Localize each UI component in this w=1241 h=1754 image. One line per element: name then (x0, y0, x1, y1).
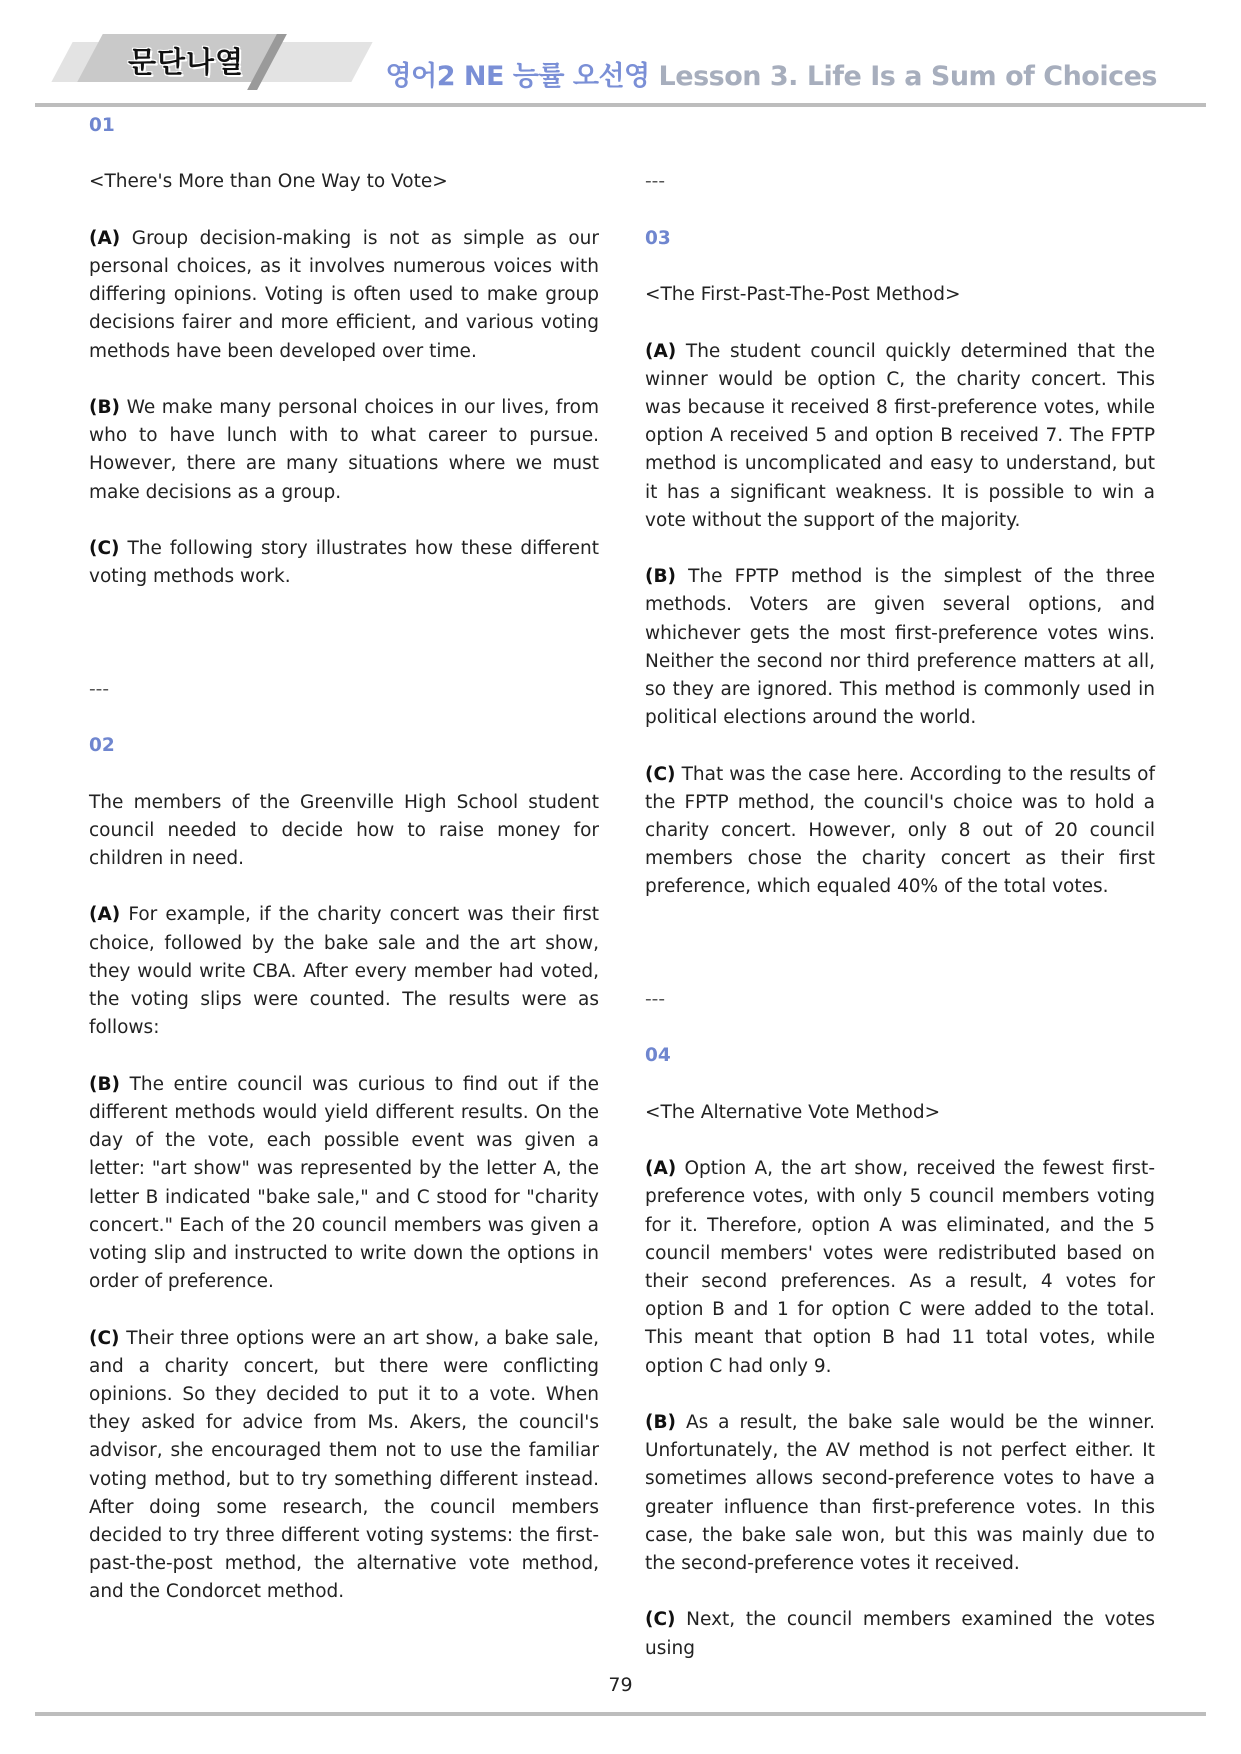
paragraph-label: (A) (645, 1158, 677, 1180)
page-header (0, 0, 1241, 110)
right-column (645, 112, 1155, 1663)
paragraph: (B) The FPTP method is the simplest of the three methods. Voters are given several options, and whichever gets the most first-preference votes wins. Neither the second nor third preference matters at all, so they are ignored. This method is commonly used in political elections around the world. (645, 566, 1155, 729)
paragraph: (A) Option A, the art show, received the fewest first-preference votes, with only 5 council members voting for it. Therefore, option A was eliminated, and the 5 council members' votes were redistributed based on their second preferences. As a result, 4 votes for option B and 1 for option C were added to the total. This meant that option B had 11 total votes, while option C had only 9. (645, 1158, 1155, 1377)
paragraph: (A) For example, if the charity concert was their first choice, followed by the bake sale and the art show, they would write CBA. After every member had voted, the voting slips were counted. The results were as follows: (89, 904, 599, 1039)
paragraph-label: (A) (645, 340, 677, 362)
paragraph-label: (C) (645, 1609, 676, 1631)
left-column (89, 112, 599, 1607)
paragraph: (C) Their three options were an art show, a bake sale, and a charity concert, but there were conflicting opinions. So they decided to put it to a vote. When they asked for advice from Ms. Akers, the council's advisor, she encouraged them not to use the familiar voting method, but to try something different instead. After doing some research, the council members decided to try three different voting systems: the first-past-the-post method, the alternative vote method, and the Condorcet method. (89, 1327, 599, 1603)
paragraph: (A) Group decision-making is not as simple as our personal choices, as it involves numerous voices with differing opinions. Voting is often used to make group decisions fairer and more efficient, and various voting methods have been developed over time. (89, 227, 599, 362)
paragraph: (C) The following story illustrates how these different voting methods work. (89, 537, 599, 588)
paragraph-label: (C) (645, 763, 676, 785)
paragraph: (B) As a result, the bake sale would be the winner. Unfortunately, the AV method is not perfect either. It sometimes allows second-preference votes to have a greater influence than first-preference votes. In this case, the bake sale won, but this was mainly due to the second-preference votes it received. (645, 1412, 1155, 1575)
paragraph: (B) The entire council was curious to find out if the different methods would yield different results. On the day of the vote, each possible event was given a letter: "art show" was represented by the letter A, the letter B indicated "bake sale," and C stood for "charity concert." Each of the 20 council members was given a voting slip and instructed to write down the options in order of preference. (89, 1073, 599, 1293)
header-title (386, 54, 1157, 93)
question-number: 02 (89, 735, 115, 757)
paragraph-label: (B) (89, 396, 121, 418)
question-number: 01 (89, 115, 115, 136)
question-number: 04 (645, 1045, 671, 1067)
paragraph: (C) Next, the council members examined the votes using (645, 1609, 1155, 1659)
page-number: 79 (608, 1674, 633, 1696)
passage-title: <The Alternative Vote Method> (645, 1101, 941, 1123)
paragraph: (A) The student council quickly determined that the winner would be option C, the charity concert. This was because it received 8 first-preference votes, while option A received 5 and option B received 7. The FPTP method is uncomplicated and easy to understand, but it has a significant weakness. It is possible to win a vote without the support of the majority. (645, 340, 1155, 531)
passage-title: <The First-Past-The-Post Method> (645, 284, 961, 306)
paragraph-label: (B) (645, 566, 677, 588)
header-title-korean: 영어2 NE 능률 오선영 (385, 61, 650, 92)
paragraph: (B) We make many personal choices in our lives, from who to have lunch with to what career to pursue. However, there are many situations where we must make decisions as a group. (89, 396, 599, 503)
separator: --- (645, 989, 666, 1011)
paragraph: (C) That was the case here. According to the results of the FPTP method, the council's choice was to hold a charity concert. However, only 8 out of 20 council members chose the charity concert as their first preference, which equaled 40% of the total votes. (645, 763, 1155, 898)
paragraph-label: (B) (645, 1412, 677, 1434)
paragraph-label: (A) (89, 227, 121, 249)
paragraph-label: (B) (89, 1073, 121, 1095)
paragraph-label: (A) (89, 904, 121, 926)
intro-paragraph: The members of the Greenville High School student council needed to decide how to raise money for children in need. (89, 791, 599, 870)
passage-title: <There's More than One Way to Vote> (89, 171, 448, 193)
paragraph-label: (C) (89, 1327, 120, 1349)
paragraph-label: (C) (89, 537, 120, 559)
section-tag: 문단나열 (128, 45, 245, 79)
footer-rule (35, 1712, 1206, 1716)
header-title-lesson: Lesson 3. Life Is a Sum of Choices (658, 61, 1157, 92)
separator: --- (89, 678, 110, 700)
header-rule (35, 103, 1206, 107)
question-number: 03 (645, 227, 671, 249)
separator: --- (645, 171, 666, 193)
